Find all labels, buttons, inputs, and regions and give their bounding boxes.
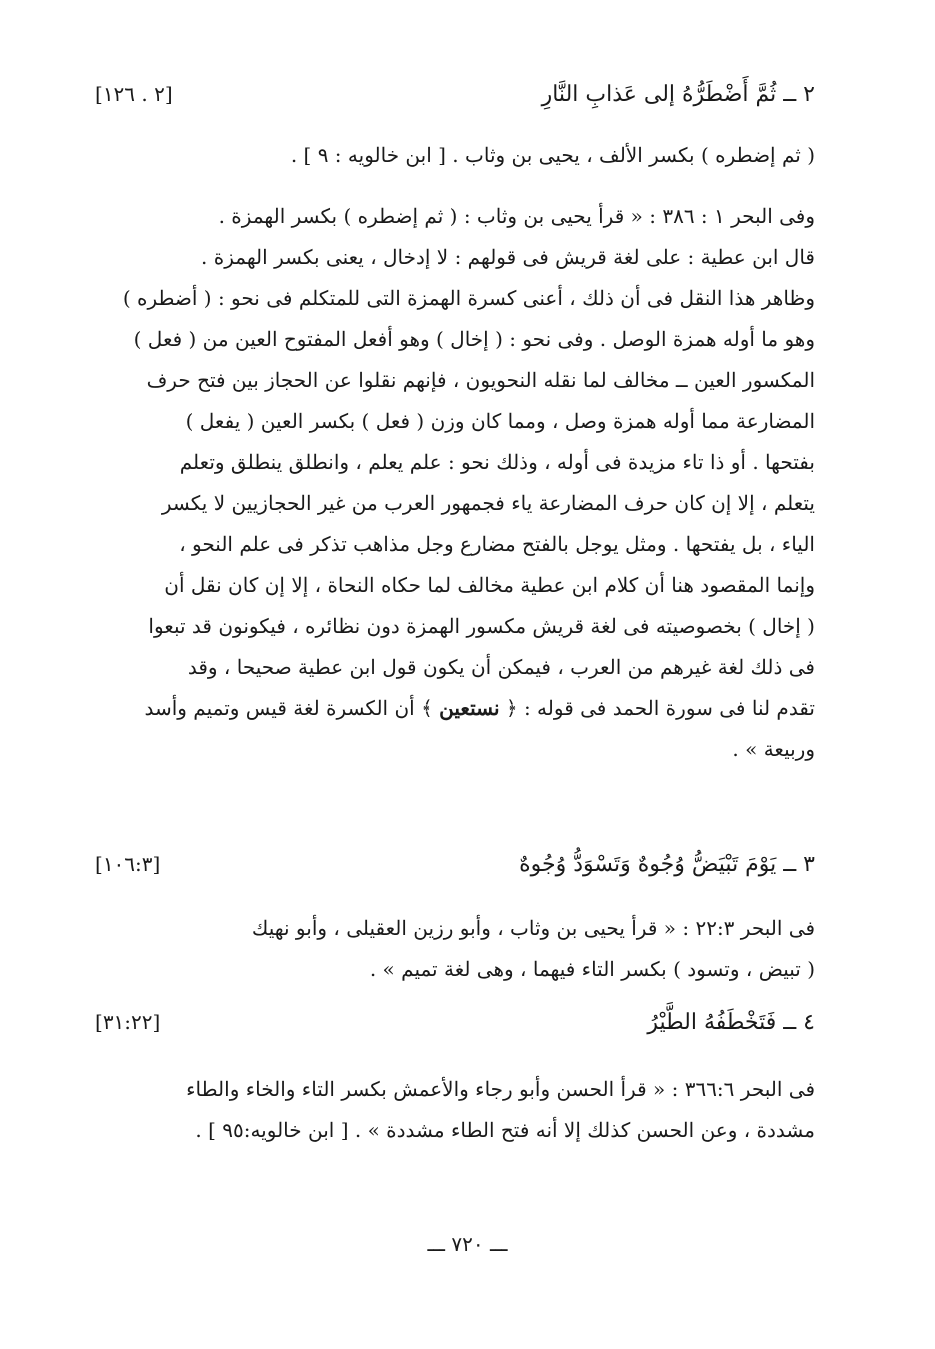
- text-line: المكسور العين ــ مخالف لما نقله النحويون ، فإنهم نقلوا عن الحجاز بين فتح حرف: [146, 368, 815, 392]
- paragraph-2: [95, 135, 815, 176]
- verse-heading-2: [95, 82, 815, 107]
- text-line: ( ثم إضطره ) بكسر الألف ، يحيى بن وثاب . [ ابن خالويه : ٩ ] .: [290, 143, 815, 167]
- commentary-paragraph: [95, 196, 815, 770]
- verse-heading-3: [95, 852, 815, 877]
- verse-heading-4: [95, 1010, 815, 1035]
- quote-prefix: تقدم لنا فى سورة الحمد فى قوله : ﴿: [499, 696, 815, 720]
- paragraph-3: [95, 908, 815, 990]
- text-line-with-quote: [95, 688, 815, 729]
- page-number: ـــ ٧٢٠ ـــ: [427, 1232, 508, 1256]
- text-line: المضارعة مما أوله همزة وصل ، ومما كان وزن ( فعل ) بكسر العين ( يفعل ): [185, 409, 815, 433]
- verse-text: ٢ ــ ثُمَّ أَضْطَرُّهُ إلى عَذابِ النَّارِ: [541, 82, 815, 107]
- text-line: ( إخال ) بخصوصيته فى لغة قريش مكسور الهمزة دون نظائره ، فيكونون قد تبعوا: [148, 614, 815, 638]
- paragraph-4: [95, 1069, 815, 1151]
- quranic-word: نستعين: [439, 696, 500, 720]
- text-line: يتعلم ، إلا إن كان حرف المضارعة ياء فجمهور العرب من غير الحجازيين لا يكسر: [161, 491, 815, 515]
- text-line: بفتحها . أو ذا تاء مزيدة فى أوله ، وذلك نحو : علم يعلم ، وانطلق ينطلق وتعلم: [179, 450, 815, 474]
- verse-reference: [٣١:٢٢]: [95, 1010, 161, 1034]
- text-line: الياء ، بل يفتحها . ومثل يوجل بالفتح مضارع وجل مذاهب تذكر فى علم النحو ،: [179, 532, 815, 556]
- text-line: وفى البحر ١ : ٣٨٦ : « قرأ يحيى بن وثاب : ( ثم إضطره ) بكسر الهمزة .: [218, 204, 815, 228]
- verse-text: ٣ ــ يَوْمَ تَبْيَضُّ وُجُوهٌ وَتَسْوَدُّ وُجُوهٌ: [519, 852, 815, 877]
- text-line: فى ذلك لغة غيرهم من العرب ، فيمكن أن يكون قول ابن عطية صحيحا ، وقد: [187, 655, 815, 679]
- text-line: فى البحر ٣٦٦:٦ : « قرأ الحسن وأبو رجاء والأعمش بكسر التاء والخاء والطاء: [186, 1077, 815, 1101]
- text-line: وإنما المقصود هنا أن كلام ابن عطية مخالف لما حكاه النحاة ، إلا إن كان نقل أن: [164, 573, 815, 597]
- quote-suffix: ﴾ أن الكسرة لغة قيس وتميم وأسد: [144, 696, 440, 720]
- text-line: قال ابن عطية : على لغة قريش فى قولهم : لا إدخال ، يعنى بكسر الهمزة .: [201, 245, 815, 269]
- verse-reference: [١٠٦:٣]: [95, 852, 161, 876]
- verse-reference: [٢ . ١٢٦]: [95, 82, 173, 106]
- text-line: وظاهر هذا النقل فى أن ذلك ، أعنى كسرة الهمزة التى للمتكلم فى نحو : ( أضطره ): [122, 286, 815, 310]
- text-line: ( تبيض ، وتسود ) بكسر التاء فيهما ، وهى لغة تميم » .: [369, 957, 815, 981]
- text-line: فى البحر ٢٢:٣ : « قرأ يحيى بن وثاب ، وأبو رزين العقيلى ، وأبو نهيك: [251, 916, 815, 940]
- text-line: مشددة ، وعن الحسن كذلك إلا أنه فتح الطاء مشددة » . [ ابن خالويه:٩٥ ] .: [195, 1118, 815, 1142]
- verse-text: ٤ ــ فَتَخْطَفُهُ الطَّيْرُ: [647, 1010, 815, 1035]
- text-line: وهو ما أوله همزة الوصل . وفى نحو : ( إخال ) وهو أفعل المفتوح العين من ( فعل ): [133, 327, 815, 351]
- text-line: وربيعة » .: [732, 737, 815, 761]
